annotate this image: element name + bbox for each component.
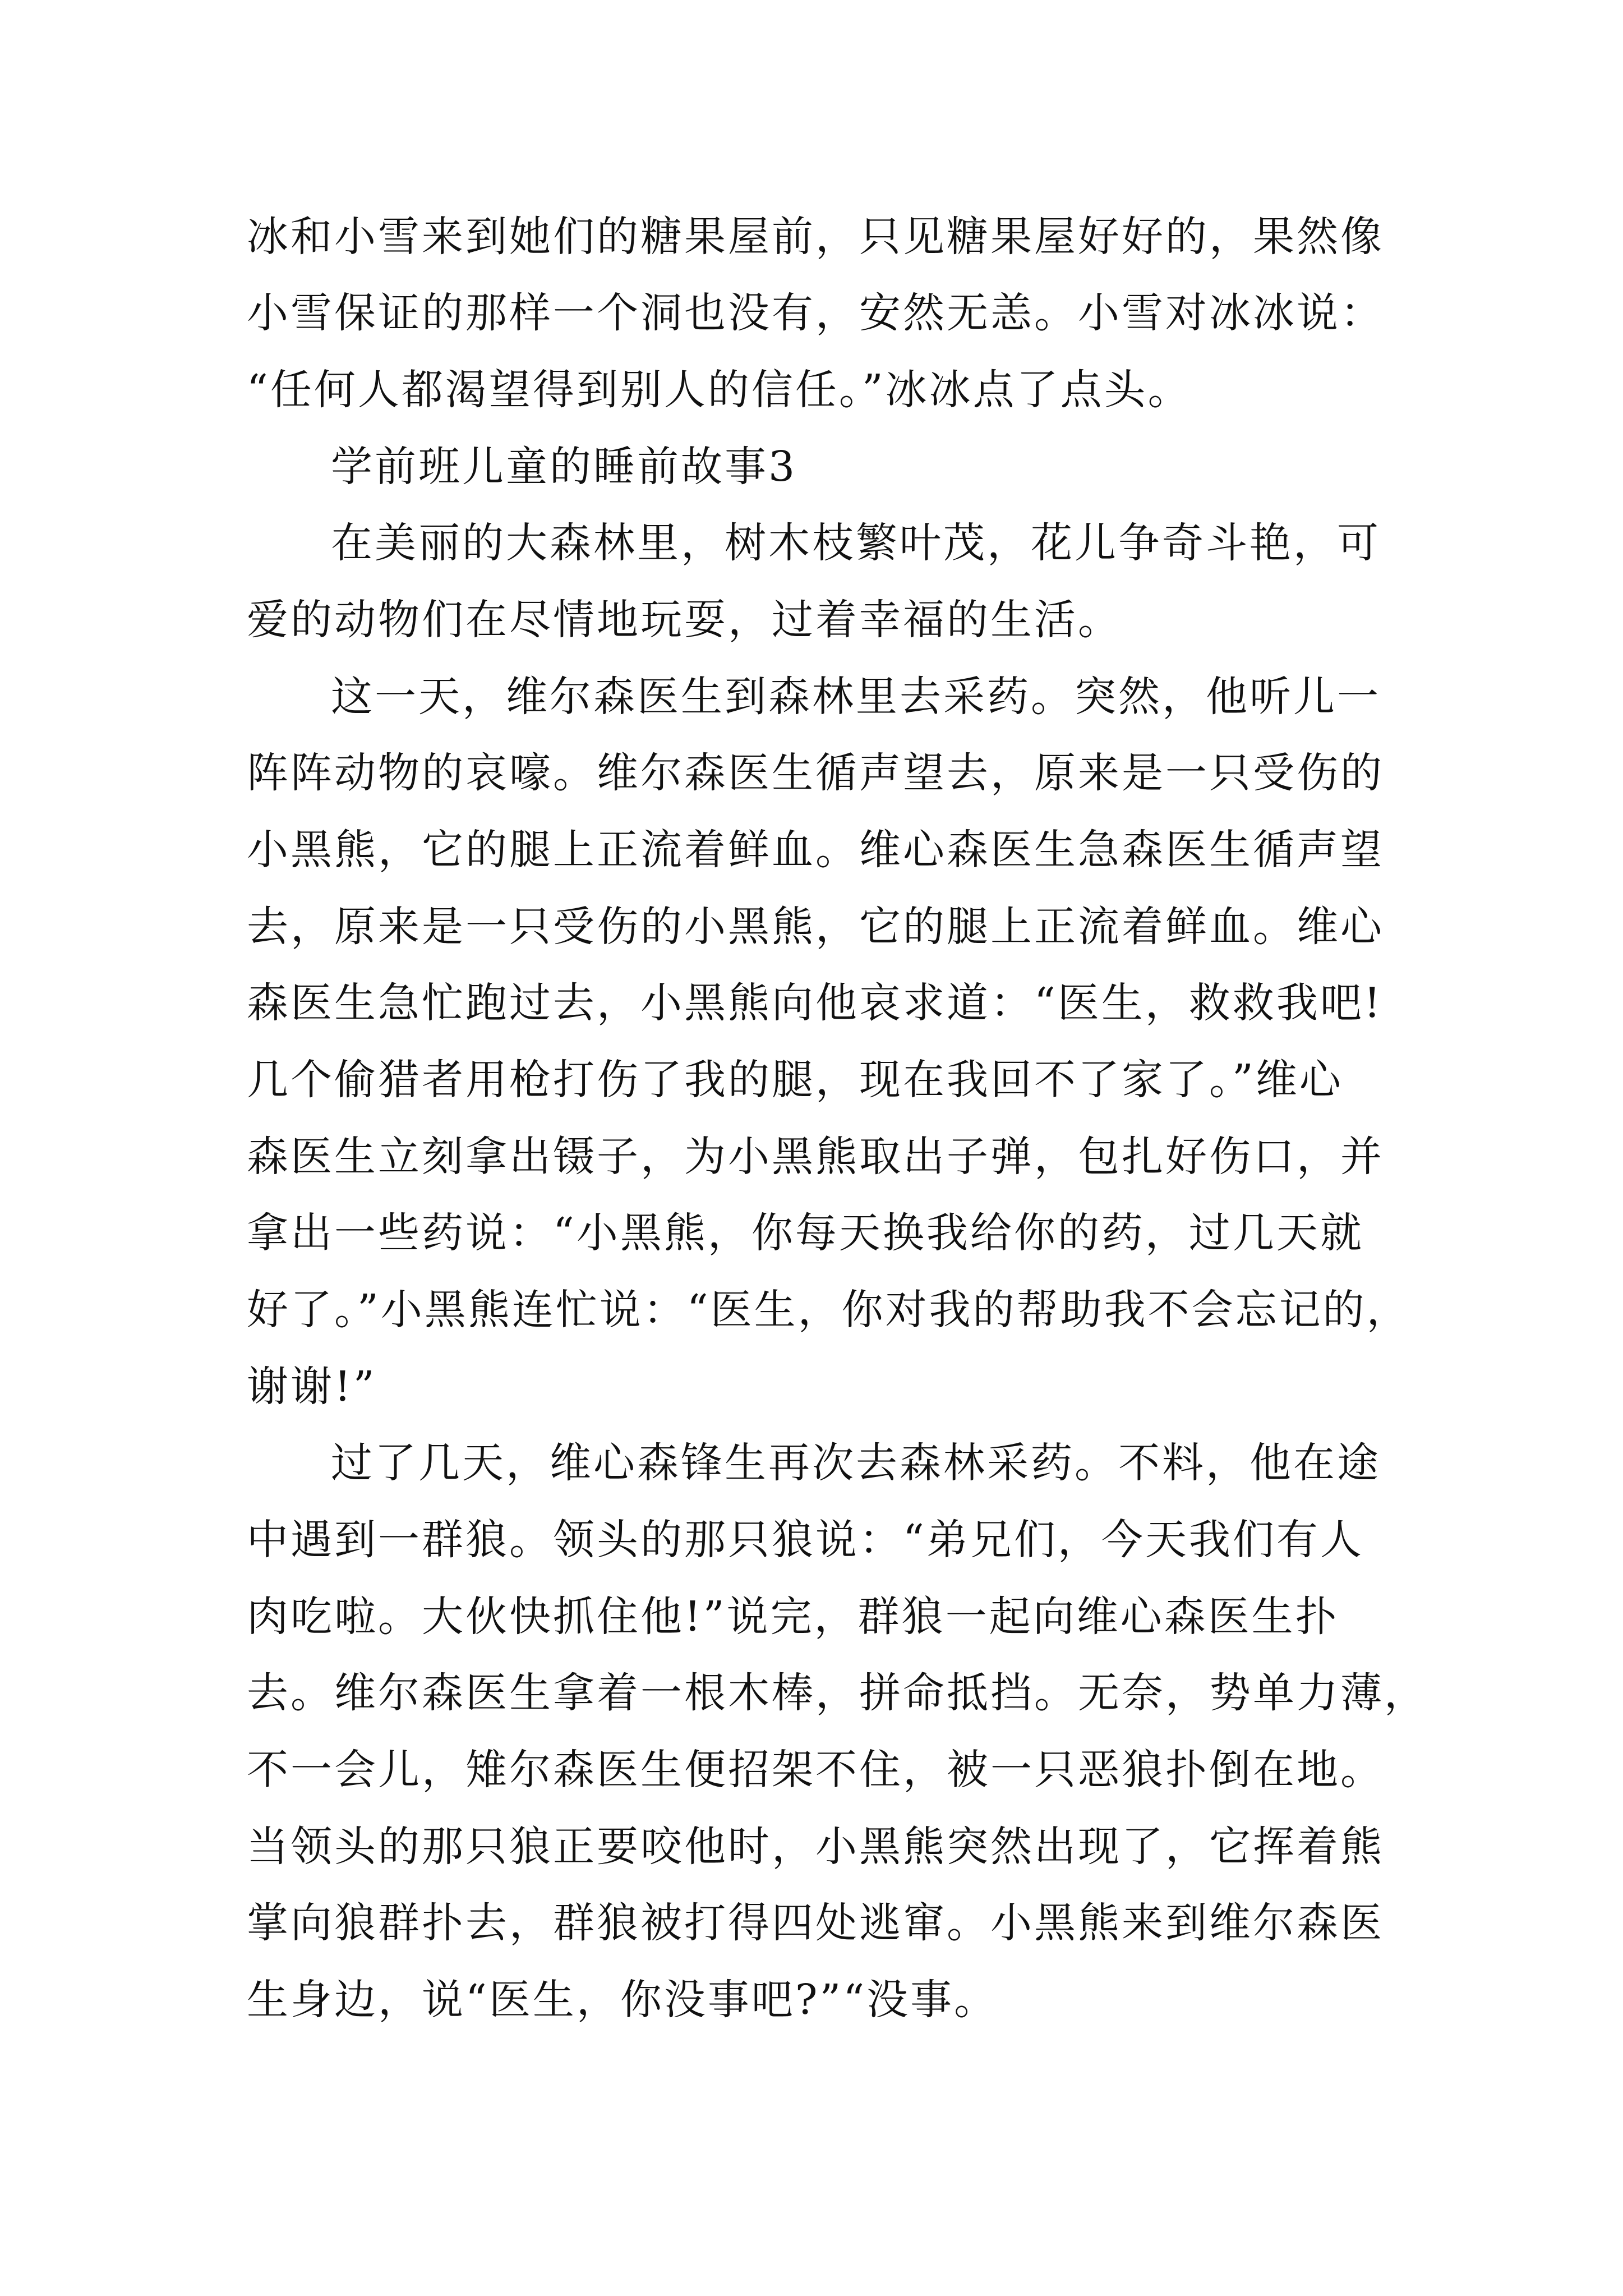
- text-line: 几个偷猎者用枪打伤了我的腿，现在我回不了家了。”维心: [247, 1056, 1343, 1104]
- section-heading: 学前班儿童的睡前故事3: [331, 443, 797, 491]
- text-line: 小黑熊，它的腿上正流着鲜血。维心森医生急森医生循声望: [247, 826, 1384, 874]
- text-line: 肉吃啦。大伙快抓住他!”说完，群狼一起向维心森医生扑: [247, 1593, 1339, 1641]
- text-line: 森医生立刻拿出镊子，为小黑熊取出子弹，包扎好伤口，并: [247, 1133, 1384, 1181]
- text-line: 过了几天，维心森锋生再次去森林采药。不料，他在途: [331, 1439, 1381, 1487]
- text-line: 拿出一些药说：“小黑熊，你每天换我给你的药，过几天就: [247, 1209, 1364, 1257]
- text-line: 森医生急忙跑过去，小黑熊向他哀求道：“医生，救救我吧!: [247, 979, 1383, 1027]
- text-line: 不一会儿，雉尔森医生便招架不住，被一只恶狼扑倒在地。: [247, 1746, 1384, 1794]
- text-line: 谢谢!”: [247, 1363, 377, 1411]
- text-line: 阵阵动物的哀嚎。维尔森医生循声望去，原来是一只受伤的: [247, 749, 1384, 797]
- text-line: 在美丽的大森林里，树木枝繁叶茂，花儿争奇斗艳，可: [331, 519, 1381, 567]
- text-line: “任何人都渴望得到别人的信任。”冰冰点了点头。: [247, 366, 1192, 414]
- text-line: 生身边，说“医生，你没事吧?”“没事。: [247, 1976, 998, 2024]
- text-line: 这一天，维尔森医生到森林里去采药。突然，他听儿一: [331, 673, 1381, 721]
- text-line: 好了。”小黑熊连忙说：“医生，你对我的帮助我不会忘记的，: [247, 1286, 1410, 1334]
- text-line: 去。维尔森医生拿着一根木棒，拼命抵挡。无奈，势单力薄，: [247, 1669, 1428, 1717]
- text-line: 爱的动物们在尽情地玩耍，过着幸福的生活。: [247, 596, 1122, 644]
- text-line: 掌向狼群扑去，群狼被打得四处逃窜。小黑熊来到维尔森医: [247, 1899, 1384, 1947]
- text-line: 去，原来是一只受伤的小黑熊，它的腿上正流着鲜血。维心: [247, 903, 1384, 951]
- text-line: 当领头的那只狼正要咬他时，小黑熊突然出现了，它挥着熊: [247, 1823, 1384, 1871]
- text-line: 小雪保证的那样一个洞也没有，安然无恙。小雪对冰冰说：: [247, 289, 1384, 337]
- text-line: 中遇到一群狼。领头的那只狼说：“弟兄们，今天我们有人: [247, 1516, 1364, 1564]
- text-line: 冰和小雪来到她们的糖果屋前，只见糖果屋好好的，果然像: [247, 213, 1384, 261]
